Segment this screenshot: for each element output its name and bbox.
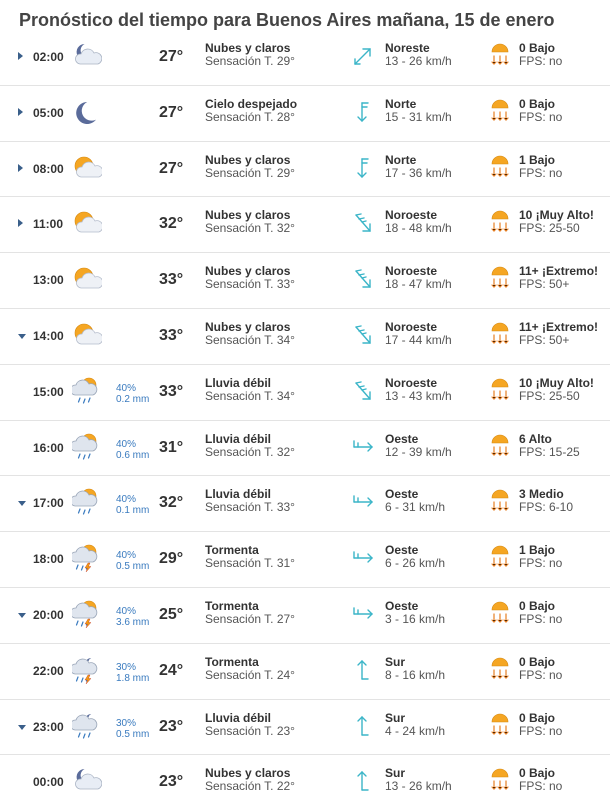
fps-recommendation: FPS: no [519,723,563,738]
feels-like: Sensación T. 32° [205,221,295,236]
wind-northeast-icon [352,44,374,68]
precipitation-probability: 40% [116,605,137,617]
temperature: 23° [159,773,184,791]
wind-direction: Noroeste [385,264,438,279]
precipitation-amount: 1.8 mm [116,672,150,684]
temperature: 33° [159,326,184,344]
wind-direction: Oeste [385,487,419,502]
feels-like: Sensación T. 24° [205,667,295,682]
uv-sun-icon [490,209,510,237]
moon-cloud-rain-icon [72,712,102,742]
sun-cloud-icon [72,265,102,295]
fps-recommendation: FPS: no [519,611,563,626]
forecast-time: 23:00 [33,719,64,734]
wind-direction: Norte [385,96,417,111]
hourly-forecast-list [0,30,610,811]
fps-recommendation: FPS: no [519,556,563,571]
forecast-time: 14:00 [33,328,64,343]
wind-speed: 8 - 16 km/h [385,667,446,682]
forecast-time: 08:00 [33,161,64,176]
uv-level: 0 Bajo [519,766,556,781]
wind-speed: 3 - 16 km/h [385,611,446,626]
expand-caret-icon[interactable] [18,334,26,339]
forecast-row[interactable] [0,309,610,365]
uv-level: 0 Bajo [519,710,556,725]
condition-text: Tormenta [205,543,259,558]
temperature: 24° [159,661,184,679]
uv-level: 10 ¡Muy Alto! [519,375,594,390]
temperature: 27° [159,103,184,121]
uv-sun-icon [490,544,510,572]
forecast-row[interactable] [0,365,610,421]
wind [385,265,452,291]
wind-speed: 17 - 44 km/h [385,332,452,347]
condition [205,488,295,514]
expand-caret-icon[interactable] [18,501,26,506]
uv-level: 0 Bajo [519,96,556,111]
uv-level: 11+ ¡Extremo! [519,319,599,334]
precipitation [116,662,149,684]
fps-recommendation: FPS: 6-10 [519,500,574,515]
uv-level: 0 Bajo [519,598,556,613]
condition-text: Cielo despejado [205,96,298,111]
fps-recommendation: FPS: 15-25 [519,444,580,459]
condition-text: Tormenta [205,654,259,669]
wind-speed: 12 - 39 km/h [385,444,452,459]
fps-recommendation: FPS: no [519,667,563,682]
wind-direction: Norte [385,152,417,167]
condition [205,433,295,459]
wind-speed: 17 - 36 km/h [385,165,452,180]
condition [205,712,295,738]
wind [385,321,452,347]
temperature: 25° [159,605,184,623]
condition-text: Lluvia débil [205,375,272,390]
uv-level: 1 Bajo [519,152,556,167]
wind-direction: Oeste [385,431,419,446]
forecast-time: 17:00 [33,496,64,511]
wind [385,712,445,738]
condition [205,265,295,291]
expand-caret-icon[interactable] [18,725,26,730]
uv-index [519,265,598,291]
precipitation-probability: 40% [116,550,137,562]
wind-northwest-icon [352,211,374,235]
expand-caret-icon[interactable] [18,164,23,172]
condition [205,42,295,68]
condition [205,154,295,180]
uv-index [519,98,562,124]
wind-direction: Sur [385,654,406,669]
forecast-time: 22:00 [33,663,64,678]
forecast-time: 05:00 [33,105,64,120]
forecast-row[interactable] [0,197,610,253]
condition-text: Tormenta [205,598,259,613]
wind-west-icon [352,435,374,459]
precipitation [116,606,149,628]
condition-text: Lluvia débil [205,487,272,502]
forecast-row[interactable] [0,142,610,198]
feels-like: Sensación T. 23° [205,723,295,738]
wind-direction: Oeste [385,543,419,558]
wind-north-icon [352,100,374,124]
condition-text: Nubes y claros [205,264,291,279]
forecast-row[interactable] [0,253,610,309]
condition [205,656,295,682]
uv-sun-icon [490,265,510,293]
condition-text: Nubes y claros [205,208,291,223]
wind-speed: 6 - 26 km/h [385,556,446,571]
precipitation-probability: 30% [116,717,137,729]
expand-caret-icon[interactable] [18,613,26,618]
fps-recommendation: FPS: no [519,54,563,68]
condition-text: Nubes y claros [205,766,291,781]
precipitation-probability: 40% [116,382,137,394]
wind-south-icon [352,658,374,682]
condition-text: Lluvia débil [205,710,272,725]
temperature: 32° [159,494,184,512]
sun-cloud-storm-icon [72,600,102,630]
uv-level: 10 ¡Muy Alto! [519,208,594,223]
temperature: 32° [159,215,184,233]
temperature: 23° [159,717,184,735]
moon-cloud-storm-icon [72,656,102,686]
temperature: 33° [159,382,184,400]
forecast-row[interactable] [0,588,610,644]
sun-cloud-storm-icon [72,544,102,574]
uv-sun-icon [490,767,510,795]
expand-caret-icon[interactable] [18,108,23,116]
wind-speed: 13 - 26 km/h [385,779,452,794]
uv-index [519,377,594,403]
uv-index [519,600,562,626]
wind-direction: Sur [385,766,406,781]
feels-like: Sensación T. 31° [205,556,295,571]
wind [385,209,452,235]
uv-sun-icon [490,712,510,740]
uv-sun-icon [490,433,510,461]
fps-recommendation: FPS: no [519,779,563,794]
feels-like: Sensación T. 32° [205,444,295,459]
uv-index [519,544,562,570]
expand-caret-icon[interactable] [18,52,23,60]
wind-northwest-icon [352,323,374,347]
wind-speed: 13 - 26 km/h [385,54,452,68]
temperature: 33° [159,271,184,289]
wind-speed: 6 - 31 km/h [385,500,446,515]
condition [205,98,297,124]
feels-like: Sensación T. 34° [205,388,295,403]
wind-south-icon [352,714,374,738]
fps-recommendation: FPS: 50+ [519,332,570,347]
uv-sun-icon [490,656,510,684]
uv-index [519,488,573,514]
page-title: Pronóstico del tiempo para Buenos Aires mañana, 15 de enero [19,10,555,30]
condition-text: Nubes y claros [205,152,291,167]
uv-level: 6 Alto [519,431,552,446]
wind-speed: 4 - 24 km/h [385,723,446,738]
forecast-row[interactable] [0,86,610,142]
wind-south-icon [352,769,374,793]
wind-west-icon [352,490,374,514]
uv-sun-icon [490,42,510,70]
sun-cloud-icon [72,321,102,351]
feels-like: Sensación T. 33° [205,500,295,515]
wind [385,488,445,514]
wind [385,98,452,124]
uv-index [519,154,562,180]
wind-direction: Noroeste [385,319,438,334]
forecast-row[interactable] [0,700,610,756]
wind [385,544,445,570]
forecast-row[interactable] [0,476,610,532]
temperature: 27° [159,159,184,177]
precipitation-amount: 0.6 mm [116,449,150,461]
moon-icon [72,98,102,128]
wind-north-icon [352,156,374,180]
wind-speed: 13 - 43 km/h [385,388,452,403]
feels-like: Sensación T. 29° [205,165,295,180]
wind-west-icon [352,602,374,626]
precipitation [116,439,149,461]
wind [385,377,452,403]
forecast-row[interactable] [0,755,610,811]
wind-direction: Noroeste [385,375,438,390]
uv-sun-icon [490,321,510,349]
forecast-row[interactable] [0,421,610,477]
fps-recommendation: FPS: 50+ [519,277,570,292]
precipitation [116,718,149,740]
precipitation-probability: 40% [116,494,137,506]
forecast-row[interactable] [0,30,610,86]
uv-level: 0 Bajo [519,654,556,669]
wind-speed: 15 - 31 km/h [385,109,452,124]
forecast-row[interactable] [0,644,610,700]
wind-west-icon [352,546,374,570]
sun-cloud-icon [72,209,102,239]
feels-like: Sensación T. 27° [205,611,295,626]
fps-recommendation: FPS: no [519,109,563,124]
forecast-time: 02:00 [33,50,64,64]
temperature: 29° [159,550,184,568]
uv-level: 1 Bajo [519,543,556,558]
feels-like: Sensación T. 22° [205,779,295,794]
feels-like: Sensación T. 28° [205,109,295,124]
precipitation-amount: 0.2 mm [116,393,150,405]
condition [205,600,295,626]
expand-caret-icon[interactable] [18,219,23,227]
forecast-time: 00:00 [33,775,64,790]
sun-cloud-rain-icon [72,433,102,463]
uv-level: 0 Bajo [519,41,556,55]
wind [385,600,445,626]
forecast-time: 15:00 [33,384,64,399]
wind-direction: Oeste [385,598,419,613]
uv-index [519,321,598,347]
uv-level: 11+ ¡Extremo! [519,264,599,279]
uv-sun-icon [490,600,510,628]
condition [205,209,295,235]
condition [205,767,295,793]
uv-index [519,209,594,235]
temperature: 31° [159,438,184,456]
uv-sun-icon [490,377,510,405]
uv-level: 3 Medio [519,487,564,502]
uv-sun-icon [490,488,510,516]
wind-speed: 18 - 48 km/h [385,221,452,236]
forecast-time: 11:00 [33,217,64,232]
wind-northwest-icon [352,267,374,291]
precipitation [116,494,149,516]
sun-cloud-rain-icon [72,377,102,407]
temperature: 27° [159,48,184,65]
wind [385,42,452,68]
feels-like: Sensación T. 29° [205,54,295,68]
forecast-time: 16:00 [33,440,64,455]
precipitation [116,550,149,572]
sun-cloud-icon [72,154,102,184]
forecast-time: 13:00 [33,273,64,288]
condition-text: Nubes y claros [205,41,291,55]
forecast-time: 20:00 [33,607,64,622]
uv-index [519,42,562,68]
uv-index [519,712,562,738]
forecast-row[interactable] [0,532,610,588]
uv-sun-icon [490,98,510,126]
wind [385,154,452,180]
fps-recommendation: FPS: no [519,165,563,180]
fps-recommendation: FPS: 25-50 [519,221,580,236]
condition [205,377,295,403]
precipitation-amount: 0.5 mm [116,561,150,573]
wind-direction: Noroeste [385,208,438,223]
precipitation-amount: 0.5 mm [116,728,150,740]
wind [385,767,452,793]
wind-direction: Sur [385,710,406,725]
wind-direction: Noreste [385,41,430,55]
precipitation-amount: 0.1 mm [116,505,150,517]
condition-text: Lluvia débil [205,431,272,446]
forecast-time: 18:00 [33,552,64,567]
uv-index [519,767,562,793]
uv-index [519,656,562,682]
wind [385,433,452,459]
condition [205,321,295,347]
wind [385,656,445,682]
precipitation-probability: 30% [116,661,137,673]
precipitation-amount: 3.6 mm [116,616,150,628]
uv-sun-icon [490,154,510,182]
condition [205,544,295,570]
precipitation [116,383,149,405]
wind-speed: 18 - 47 km/h [385,277,452,292]
sun-cloud-rain-icon [72,488,102,518]
fps-recommendation: FPS: 25-50 [519,388,580,403]
uv-index [519,433,580,459]
feels-like: Sensación T. 34° [205,332,295,347]
moon-cloud-icon [72,767,102,797]
precipitation-probability: 40% [116,438,137,450]
moon-cloud-icon [72,42,102,72]
feels-like: Sensación T. 33° [205,277,295,292]
wind-northwest-icon [352,379,374,403]
condition-text: Nubes y claros [205,319,291,334]
